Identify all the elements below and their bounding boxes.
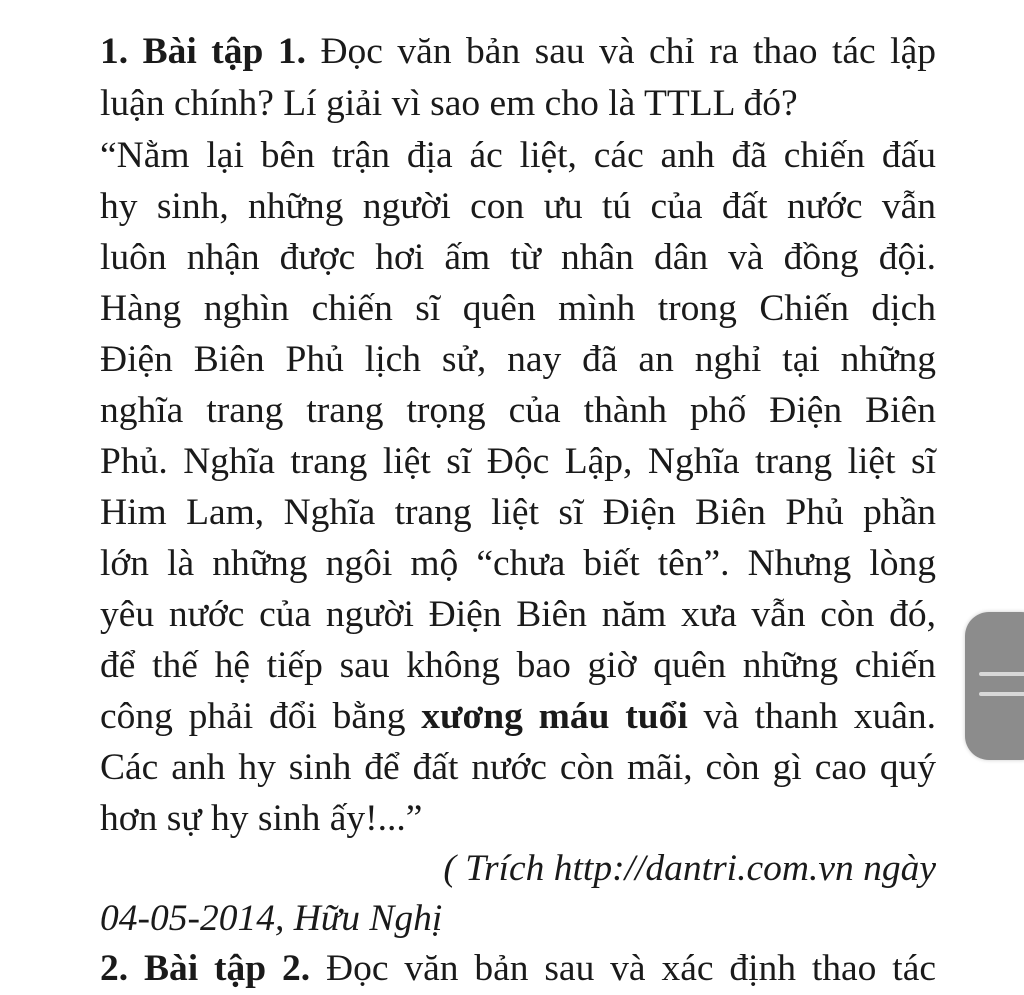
exercise-1-line-1 [100, 26, 936, 78]
quote-line: để thế hệ tiếp sau không bao giờ quên những chiến [100, 645, 936, 686]
quote-line-last: hơn sự hy sinh ấy!...” [100, 798, 423, 839]
quote-line: lớn là những ngôi mộ “chưa biết tên”. Nhưng lòng [100, 543, 936, 584]
quote-line: luôn nhận được hơi ấm từ nhân dân và đồng đội. [100, 237, 936, 278]
quote-line-13-after: và thanh xuân. [687, 696, 936, 737]
citation-line-2: 04-05-2014, Hữu Nghị [100, 898, 443, 939]
quote-line: Phủ. Nghĩa trang liệt sĩ Độc Lập, Nghĩa trang liệt sĩ [100, 441, 936, 482]
drag-handle-icon [979, 672, 1024, 676]
quote-line: Hàng nghìn chiến sĩ quên mình trong Chiến dịch [100, 288, 936, 329]
exercise-2-number: 2. Bài tập 2. [100, 948, 311, 989]
exercise-1-prompt-part-1: Đọc văn bản sau và chỉ ra thao tác lập [305, 31, 936, 72]
quote-line: Him Lam, Nghĩa trang liệt sĩ Điện Biên Phủ phần [100, 492, 936, 533]
quote-line: Các anh hy sinh để đất nước còn mãi, còn gì cao quý [100, 747, 936, 788]
quote-line-13-before: công phải đổi bằng [100, 696, 422, 737]
drag-handle-icon [979, 692, 1024, 696]
quote-line: hy sinh, những người con ưu tú của đất nước vẫn [100, 186, 936, 227]
side-drag-handle[interactable] [965, 612, 1024, 760]
quote-line: “Nằm lại bên trận địa ác liệt, các anh đã chiến đấu [100, 135, 936, 176]
quote-line: nghĩa trang trang trọng của thành phố Điện Biên [100, 390, 936, 431]
exercise-1-number: 1. Bài tập 1. [100, 31, 306, 72]
emphasized-phrase: xương máu tuổi [421, 696, 688, 737]
quote-line: yêu nước của người Điện Biên năm xưa vẫn còn đó, [100, 594, 936, 635]
exercise-2-line-1 [100, 943, 936, 995]
quote-line: Điện Biên Phủ lịch sử, nay đã an nghỉ tại những [100, 339, 936, 380]
quote-line-with-emphasis [100, 691, 936, 743]
exercise-2-prompt-part-1: Đọc văn bản sau và xác định thao tác [310, 948, 937, 989]
citation-line-1: ( Trích http://dantri.com.vn ngày [443, 848, 936, 889]
exercise-1-line-2: luận chính? Lí giải vì sao em cho là TTLL đó? [100, 83, 798, 124]
